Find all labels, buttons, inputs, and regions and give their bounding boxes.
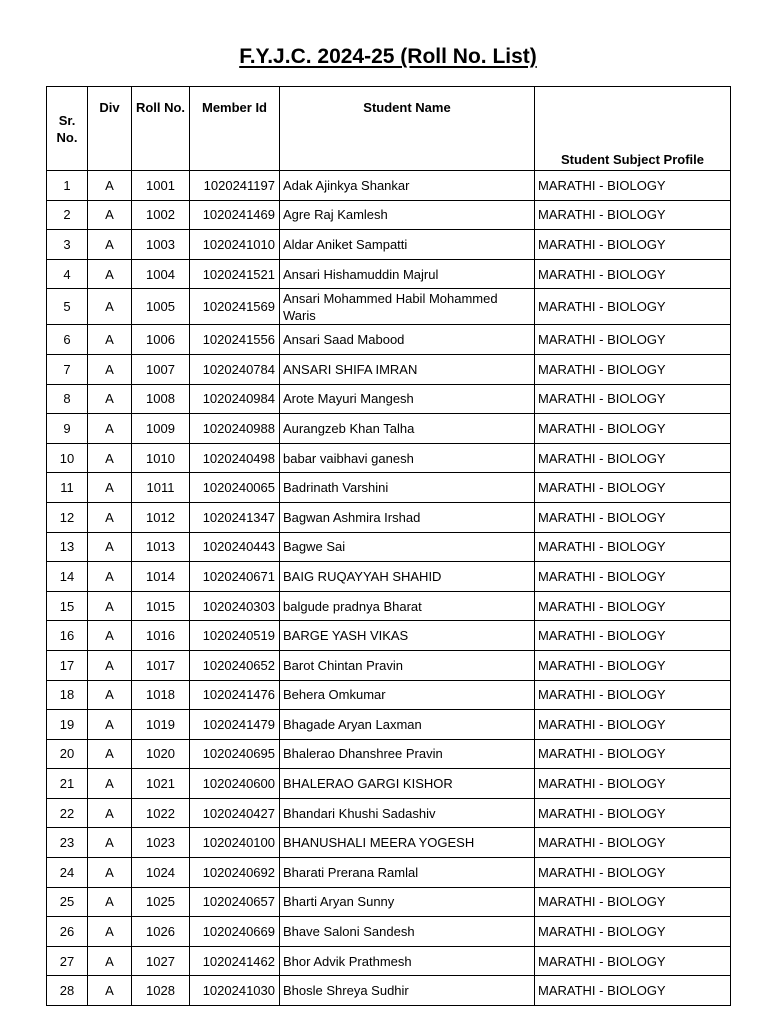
cell-div: A xyxy=(88,325,132,355)
cell-student-name: Adak Ajinkya Shankar xyxy=(280,171,535,201)
header-member-id: Member Id xyxy=(190,87,280,171)
cell-roll-no: 1024 xyxy=(132,858,190,888)
cell-sr-no: 4 xyxy=(47,259,88,289)
cell-student-name: Bhagade Aryan Laxman xyxy=(280,710,535,740)
cell-subject-profile: MARATHI - BIOLOGY xyxy=(535,289,731,325)
cell-student-name: babar vaibhavi ganesh xyxy=(280,443,535,473)
cell-subject-profile: MARATHI - BIOLOGY xyxy=(535,591,731,621)
cell-member-id: 1020240984 xyxy=(190,384,280,414)
table-row xyxy=(47,325,731,355)
cell-member-id: 1020240427 xyxy=(190,798,280,828)
header-student-name: Student Name xyxy=(280,87,535,171)
cell-member-id: 1020241010 xyxy=(190,230,280,260)
cell-member-id: 1020241030 xyxy=(190,976,280,1006)
cell-member-id: 1020240600 xyxy=(190,769,280,799)
cell-sr-no: 28 xyxy=(47,976,88,1006)
cell-roll-no: 1026 xyxy=(132,917,190,947)
cell-member-id: 1020241521 xyxy=(190,259,280,289)
cell-div: A xyxy=(88,591,132,621)
cell-sr-no: 1 xyxy=(47,171,88,201)
cell-member-id: 1020241469 xyxy=(190,200,280,230)
cell-div: A xyxy=(88,502,132,532)
table-row xyxy=(47,414,731,444)
cell-roll-no: 1002 xyxy=(132,200,190,230)
roll-list-table xyxy=(46,86,731,1006)
table-row xyxy=(47,710,731,740)
cell-student-name: Aldar Aniket Sampatti xyxy=(280,230,535,260)
cell-div: A xyxy=(88,532,132,562)
table-row xyxy=(47,171,731,201)
cell-sr-no: 26 xyxy=(47,917,88,947)
cell-student-name: ANSARI SHIFA IMRAN xyxy=(280,354,535,384)
cell-student-name: Behera Omkumar xyxy=(280,680,535,710)
cell-div: A xyxy=(88,858,132,888)
table-row xyxy=(47,650,731,680)
cell-roll-no: 1023 xyxy=(132,828,190,858)
cell-subject-profile: MARATHI - BIOLOGY xyxy=(535,171,731,201)
table-row xyxy=(47,976,731,1006)
cell-roll-no: 1008 xyxy=(132,384,190,414)
cell-member-id: 1020240657 xyxy=(190,887,280,917)
cell-student-name: Aurangzeb Khan Talha xyxy=(280,414,535,444)
cell-student-name: Bharati Prerana Ramlal xyxy=(280,858,535,888)
cell-student-name: Barot Chintan Pravin xyxy=(280,650,535,680)
cell-div: A xyxy=(88,710,132,740)
cell-subject-profile: MARATHI - BIOLOGY xyxy=(535,769,731,799)
table-row xyxy=(47,887,731,917)
cell-sr-no: 21 xyxy=(47,769,88,799)
cell-roll-no: 1010 xyxy=(132,443,190,473)
cell-roll-no: 1015 xyxy=(132,591,190,621)
cell-div: A xyxy=(88,621,132,651)
cell-subject-profile: MARATHI - BIOLOGY xyxy=(535,230,731,260)
cell-subject-profile: MARATHI - BIOLOGY xyxy=(535,414,731,444)
cell-student-name: Bharti Aryan Sunny xyxy=(280,887,535,917)
cell-div: A xyxy=(88,443,132,473)
cell-div: A xyxy=(88,798,132,828)
cell-div: A xyxy=(88,289,132,325)
cell-sr-no: 18 xyxy=(47,680,88,710)
cell-roll-no: 1011 xyxy=(132,473,190,503)
cell-sr-no: 19 xyxy=(47,710,88,740)
cell-subject-profile: MARATHI - BIOLOGY xyxy=(535,621,731,651)
cell-roll-no: 1003 xyxy=(132,230,190,260)
cell-sr-no: 10 xyxy=(47,443,88,473)
cell-student-name: Badrinath Varshini xyxy=(280,473,535,503)
table-row xyxy=(47,828,731,858)
cell-div: A xyxy=(88,562,132,592)
cell-roll-no: 1004 xyxy=(132,259,190,289)
cell-roll-no: 1006 xyxy=(132,325,190,355)
cell-subject-profile: MARATHI - BIOLOGY xyxy=(535,710,731,740)
cell-subject-profile: MARATHI - BIOLOGY xyxy=(535,946,731,976)
cell-sr-no: 6 xyxy=(47,325,88,355)
cell-roll-no: 1009 xyxy=(132,414,190,444)
table-row xyxy=(47,562,731,592)
table-row xyxy=(47,230,731,260)
cell-sr-no: 7 xyxy=(47,354,88,384)
cell-subject-profile: MARATHI - BIOLOGY xyxy=(535,858,731,888)
cell-sr-no: 17 xyxy=(47,650,88,680)
cell-roll-no: 1012 xyxy=(132,502,190,532)
cell-sr-no: 2 xyxy=(47,200,88,230)
cell-div: A xyxy=(88,650,132,680)
table-row xyxy=(47,858,731,888)
cell-member-id: 1020240303 xyxy=(190,591,280,621)
table-row xyxy=(47,621,731,651)
cell-student-name: Bhosle Shreya Sudhir xyxy=(280,976,535,1006)
table-row xyxy=(47,769,731,799)
cell-sr-no: 14 xyxy=(47,562,88,592)
cell-roll-no: 1001 xyxy=(132,171,190,201)
cell-student-name: Bagwe Sai xyxy=(280,532,535,562)
cell-roll-no: 1016 xyxy=(132,621,190,651)
cell-member-id: 1020240498 xyxy=(190,443,280,473)
cell-student-name: Bhalerao Dhanshree Pravin xyxy=(280,739,535,769)
cell-roll-no: 1007 xyxy=(132,354,190,384)
cell-div: A xyxy=(88,739,132,769)
table-row xyxy=(47,289,731,325)
cell-subject-profile: MARATHI - BIOLOGY xyxy=(535,828,731,858)
header-roll-no: Roll No. xyxy=(132,87,190,171)
cell-member-id: 1020241569 xyxy=(190,289,280,325)
cell-member-id: 1020240671 xyxy=(190,562,280,592)
cell-roll-no: 1027 xyxy=(132,946,190,976)
cell-div: A xyxy=(88,828,132,858)
cell-student-name: Bhave Saloni Sandesh xyxy=(280,917,535,947)
table-row xyxy=(47,591,731,621)
cell-member-id: 1020240695 xyxy=(190,739,280,769)
cell-subject-profile: MARATHI - BIOLOGY xyxy=(535,325,731,355)
table-body xyxy=(47,171,731,1006)
cell-sr-no: 5 xyxy=(47,289,88,325)
cell-sr-no: 13 xyxy=(47,532,88,562)
cell-sr-no: 3 xyxy=(47,230,88,260)
cell-student-name: Arote Mayuri Mangesh xyxy=(280,384,535,414)
cell-div: A xyxy=(88,769,132,799)
cell-student-name: Bagwan Ashmira Irshad xyxy=(280,502,535,532)
cell-member-id: 1020240652 xyxy=(190,650,280,680)
cell-member-id: 1020240100 xyxy=(190,828,280,858)
cell-div: A xyxy=(88,384,132,414)
cell-member-id: 1020241347 xyxy=(190,502,280,532)
cell-subject-profile: MARATHI - BIOLOGY xyxy=(535,259,731,289)
cell-subject-profile: MARATHI - BIOLOGY xyxy=(535,798,731,828)
table-row xyxy=(47,354,731,384)
header-div: Div xyxy=(88,87,132,171)
cell-sr-no: 20 xyxy=(47,739,88,769)
table-row xyxy=(47,739,731,769)
cell-sr-no: 27 xyxy=(47,946,88,976)
cell-student-name: Agre Raj Kamlesh xyxy=(280,200,535,230)
cell-member-id: 1020241556 xyxy=(190,325,280,355)
cell-subject-profile: MARATHI - BIOLOGY xyxy=(535,680,731,710)
header-subject-profile: Student Subject Profile xyxy=(535,87,731,171)
cell-roll-no: 1017 xyxy=(132,650,190,680)
cell-sr-no: 23 xyxy=(47,828,88,858)
cell-div: A xyxy=(88,473,132,503)
cell-div: A xyxy=(88,200,132,230)
cell-sr-no: 16 xyxy=(47,621,88,651)
table-row xyxy=(47,798,731,828)
cell-subject-profile: MARATHI - BIOLOGY xyxy=(535,354,731,384)
cell-sr-no: 22 xyxy=(47,798,88,828)
table-row xyxy=(47,946,731,976)
cell-student-name: Bhandari Khushi Sadashiv xyxy=(280,798,535,828)
cell-student-name: Ansari Mohammed Habil Mohammed Waris xyxy=(280,289,535,325)
cell-roll-no: 1018 xyxy=(132,680,190,710)
cell-sr-no: 15 xyxy=(47,591,88,621)
cell-roll-no: 1028 xyxy=(132,976,190,1006)
cell-subject-profile: MARATHI - BIOLOGY xyxy=(535,562,731,592)
cell-subject-profile: MARATHI - BIOLOGY xyxy=(535,443,731,473)
cell-member-id: 1020240519 xyxy=(190,621,280,651)
cell-roll-no: 1014 xyxy=(132,562,190,592)
cell-div: A xyxy=(88,354,132,384)
cell-student-name: Ansari Hishamuddin Majrul xyxy=(280,259,535,289)
cell-roll-no: 1005 xyxy=(132,289,190,325)
cell-student-name: BARGE YASH VIKAS xyxy=(280,621,535,651)
cell-member-id: 1020241197 xyxy=(190,171,280,201)
cell-sr-no: 9 xyxy=(47,414,88,444)
cell-div: A xyxy=(88,171,132,201)
cell-roll-no: 1025 xyxy=(132,887,190,917)
cell-div: A xyxy=(88,917,132,947)
cell-div: A xyxy=(88,680,132,710)
cell-subject-profile: MARATHI - BIOLOGY xyxy=(535,917,731,947)
table-row xyxy=(47,443,731,473)
cell-student-name: Bhor Advik Prathmesh xyxy=(280,946,535,976)
table-row xyxy=(47,502,731,532)
header-sr-no: Sr. No. xyxy=(47,87,88,171)
cell-sr-no: 12 xyxy=(47,502,88,532)
table-row xyxy=(47,680,731,710)
table-row xyxy=(47,532,731,562)
cell-sr-no: 8 xyxy=(47,384,88,414)
cell-member-id: 1020241462 xyxy=(190,946,280,976)
cell-roll-no: 1021 xyxy=(132,769,190,799)
cell-student-name: BHANUSHALI MEERA YOGESH xyxy=(280,828,535,858)
cell-member-id: 1020241476 xyxy=(190,680,280,710)
cell-member-id: 1020240669 xyxy=(190,917,280,947)
cell-member-id: 1020240988 xyxy=(190,414,280,444)
cell-student-name: balgude pradnya Bharat xyxy=(280,591,535,621)
cell-subject-profile: MARATHI - BIOLOGY xyxy=(535,200,731,230)
cell-roll-no: 1013 xyxy=(132,532,190,562)
cell-div: A xyxy=(88,414,132,444)
cell-student-name: Ansari Saad Mabood xyxy=(280,325,535,355)
cell-div: A xyxy=(88,976,132,1006)
cell-subject-profile: MARATHI - BIOLOGY xyxy=(535,976,731,1006)
cell-div: A xyxy=(88,230,132,260)
page-title: F.Y.J.C. 2024-25 (Roll No. List) xyxy=(239,45,537,68)
table-header-row xyxy=(47,87,731,171)
cell-roll-no: 1020 xyxy=(132,739,190,769)
cell-subject-profile: MARATHI - BIOLOGY xyxy=(535,739,731,769)
cell-sr-no: 11 xyxy=(47,473,88,503)
cell-member-id: 1020240065 xyxy=(190,473,280,503)
cell-roll-no: 1019 xyxy=(132,710,190,740)
table-row xyxy=(47,384,731,414)
cell-div: A xyxy=(88,887,132,917)
cell-student-name: BHALERAO GARGI KISHOR xyxy=(280,769,535,799)
cell-student-name: BAIG RUQAYYAH SHAHID xyxy=(280,562,535,592)
cell-roll-no: 1022 xyxy=(132,798,190,828)
cell-subject-profile: MARATHI - BIOLOGY xyxy=(535,650,731,680)
table-row xyxy=(47,259,731,289)
table-row xyxy=(47,473,731,503)
cell-member-id: 1020241479 xyxy=(190,710,280,740)
cell-div: A xyxy=(88,946,132,976)
cell-member-id: 1020240784 xyxy=(190,354,280,384)
cell-sr-no: 25 xyxy=(47,887,88,917)
cell-sr-no: 24 xyxy=(47,858,88,888)
cell-subject-profile: MARATHI - BIOLOGY xyxy=(535,887,731,917)
table-row xyxy=(47,200,731,230)
cell-subject-profile: MARATHI - BIOLOGY xyxy=(535,502,731,532)
cell-subject-profile: MARATHI - BIOLOGY xyxy=(535,384,731,414)
cell-div: A xyxy=(88,259,132,289)
cell-subject-profile: MARATHI - BIOLOGY xyxy=(535,532,731,562)
cell-subject-profile: MARATHI - BIOLOGY xyxy=(535,473,731,503)
cell-member-id: 1020240692 xyxy=(190,858,280,888)
cell-member-id: 1020240443 xyxy=(190,532,280,562)
table-row xyxy=(47,917,731,947)
